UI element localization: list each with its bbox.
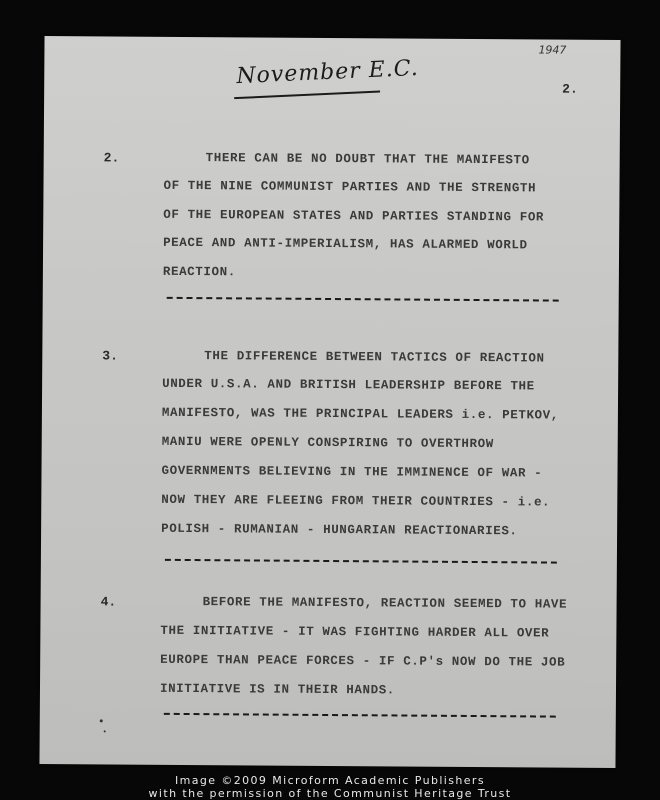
text-line: OF THE NINE COMMUNIST PARTIES AND THE STRENGTH (163, 178, 537, 196)
document-page (39, 36, 620, 768)
text-line: NOW THEY ARE FLEEING FROM THEIR COUNTRIES - i.e. (161, 492, 551, 510)
text-line: UNDER U.S.A. AND BRITISH LEADERSHIP BEFORE THE (162, 376, 535, 394)
reference-number: 1947 (538, 43, 567, 57)
page-number: 2. (562, 81, 578, 97)
section-divider (165, 559, 557, 564)
section-number: 2. (103, 150, 120, 166)
section-divider (167, 297, 559, 302)
section-divider (164, 713, 556, 718)
handwritten-date-note: November E.C. (235, 55, 420, 90)
ink-speck (104, 730, 106, 732)
text-line: INITIATIVE IS IN THEIR HANDS. (159, 681, 395, 698)
text-line: BEFORE THE MANIFESTO, REACTION SEEMED TO HAVE (202, 595, 568, 612)
handwritten-underline (234, 91, 380, 100)
copyright-line-1: Image ©2009 Microform Academic Publishers (174, 774, 485, 787)
text-line: REACTION. (162, 264, 236, 280)
text-line: THERE CAN BE NO DOUBT THAT THE MANIFESTO (205, 151, 530, 168)
text-line: EUROPE THAN PEACE FORCES - IF C.P's NOW DO THE JOB (160, 652, 566, 670)
text-line: MANIFESTO, WAS THE PRINCIPAL LEADERS i.e. PETKOV, (161, 405, 559, 423)
text-line: POLISH - RUMANIAN - HUNGARIAN REACTIONARIES. (161, 521, 518, 539)
text-line: OF THE EUROPEAN STATES AND PARTIES STANDING FOR (163, 207, 545, 225)
text-line: PEACE AND ANTI-IMPERIALISM, HAS ALARMED WORLD (163, 235, 528, 253)
text-line: THE INITIATIVE - IT WAS FIGHTING HARDER ALL OVER (160, 623, 550, 641)
text-line: THE DIFFERENCE BETWEEN TACTICS OF REACTION (204, 349, 545, 366)
section-number: 3. (102, 348, 118, 364)
text-line: GOVERNMENTS BELIEVING IN THE IMMINENCE OF WAR - (161, 463, 543, 481)
ink-speck (100, 719, 103, 722)
text-line: MANIU WERE OPENLY CONSPIRING TO OVERTHROW (161, 434, 494, 452)
section-number: 4. (100, 594, 117, 610)
copyright-line-2: with the permission of the Communist Heritage Trust (148, 787, 512, 800)
